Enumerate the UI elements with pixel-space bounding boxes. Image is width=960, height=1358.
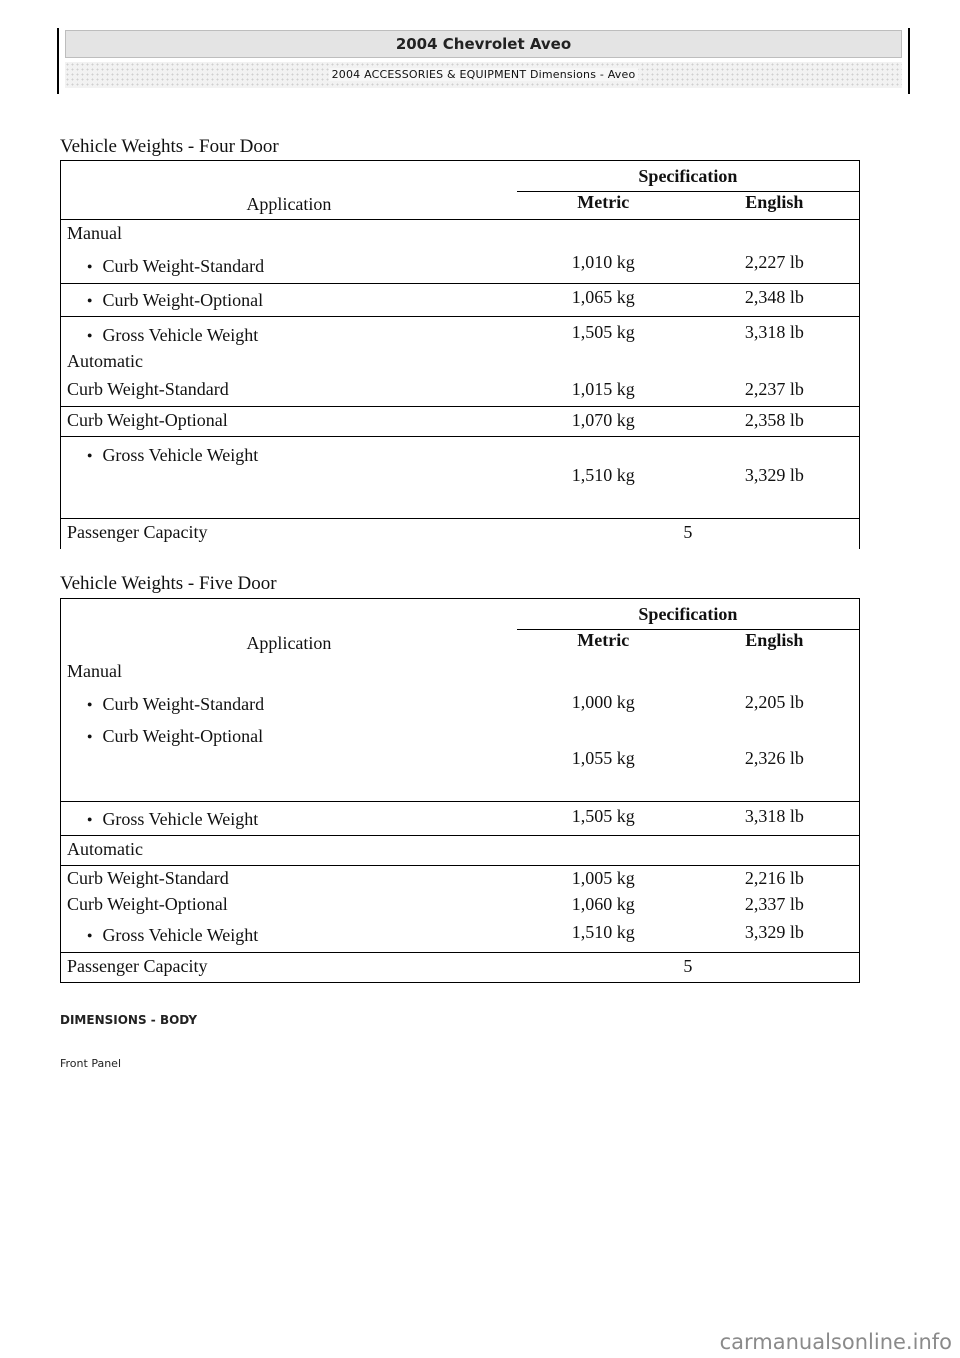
four-door-metric-header: Metric [577,192,630,212]
four-door-row-metric: 1,510 kg [517,437,690,519]
five-door-row-label: ● Gross Vehicle Weight [61,922,517,953]
five-door-row-label: ● Curb Weight-Optional [61,720,517,802]
four-door-table [60,160,860,549]
five-door-english-header: English [690,630,860,658]
five-door-row-english: 2,205 lb [690,686,860,720]
five-door-row-english: 3,318 lb [690,802,860,836]
five-door-row-label: Passenger Capacity [61,953,517,983]
five-door-title: Vehicle Weights - Five Door [60,573,277,594]
five-door-application-header: Application [61,599,517,658]
watermark: carmanualsonline.info [719,1330,952,1354]
five-door-row-label: Automatic [61,836,517,866]
four-door-application-header: Application [61,161,517,220]
dimensions-subtitle: Front Panel [60,1057,121,1070]
five-door-row-metric: 1,060 kg [571,893,635,914]
four-door-title: Vehicle Weights - Four Door [60,136,279,157]
five-door-row-metric: 1,505 kg [517,802,690,836]
document-subtitle-text: 2004 ACCESSORIES & EQUIPMENT Dimensions - Aveo [329,68,639,81]
four-door-row-label: ● Curb Weight-Optional [61,284,517,317]
four-door-row-label: ● Curb Weight-Standard [61,248,517,284]
four-door-row-label: Curb Weight-Optional [61,407,517,437]
four-door-row-value: 5 [517,519,860,549]
five-door-row-metric: 1,000 kg [571,691,635,712]
five-door-row-label: Manual [61,658,517,686]
five-door-row-label: Curb Weight-Standard [61,866,517,894]
four-door-row-english: 2,348 lb [690,284,860,317]
five-door-metric-header: Metric [577,630,630,650]
four-door-english-header: English [690,192,860,220]
document-header [57,28,910,94]
five-door-row-value: 5 [517,953,860,983]
dimensions-title: DIMENSIONS - BODY [60,1013,198,1027]
five-door-row-metric: 1,510 kg [571,921,635,942]
four-door-row-english: 3,329 lb [690,437,860,519]
four-door-row-english: 2,358 lb [690,407,860,437]
four-door-row-label: Automatic [61,351,517,379]
five-door-table [60,598,860,983]
five-door-row-english: 2,337 lb [690,894,860,922]
five-door-row-english: 2,326 lb [690,720,860,802]
four-door-row-english: 3,318 lb [690,317,860,351]
four-door-row-metric: 1,015 kg [571,378,635,399]
four-door-row-label: Passenger Capacity [61,519,517,549]
four-door-row-metric: 1,065 kg [517,284,690,317]
four-door-row-english: 2,237 lb [690,379,860,407]
four-door-row-metric: 1,505 kg [517,317,690,351]
five-door-row-english: 3,329 lb [690,922,860,953]
five-door-row-english: 2,216 lb [690,866,860,894]
five-door-row-metric: 1,055 kg [571,747,635,768]
five-door-specification-header: Specification [517,599,860,630]
document-title: 2004 Chevrolet Aveo [65,30,902,58]
five-door-row-label: Curb Weight-Optional [61,894,517,922]
four-door-row-label: ● Gross Vehicle Weight [61,437,517,519]
four-door-row-label: Manual [61,220,517,248]
document-subtitle [65,62,902,88]
four-door-row-english: 2,227 lb [690,248,860,284]
four-door-specification-header: Specification [517,161,860,192]
five-door-row-label: ● Curb Weight-Standard [61,686,517,720]
five-door-row-metric: 1,005 kg [517,866,690,894]
four-door-row-metric: 1,070 kg [517,407,690,437]
four-door-row-metric: 1,010 kg [571,251,635,272]
four-door-row-label: ● Gross Vehicle Weight [61,317,517,351]
five-door-row-label: ● Gross Vehicle Weight [61,802,517,836]
four-door-row-label: Curb Weight-Standard [61,379,517,407]
